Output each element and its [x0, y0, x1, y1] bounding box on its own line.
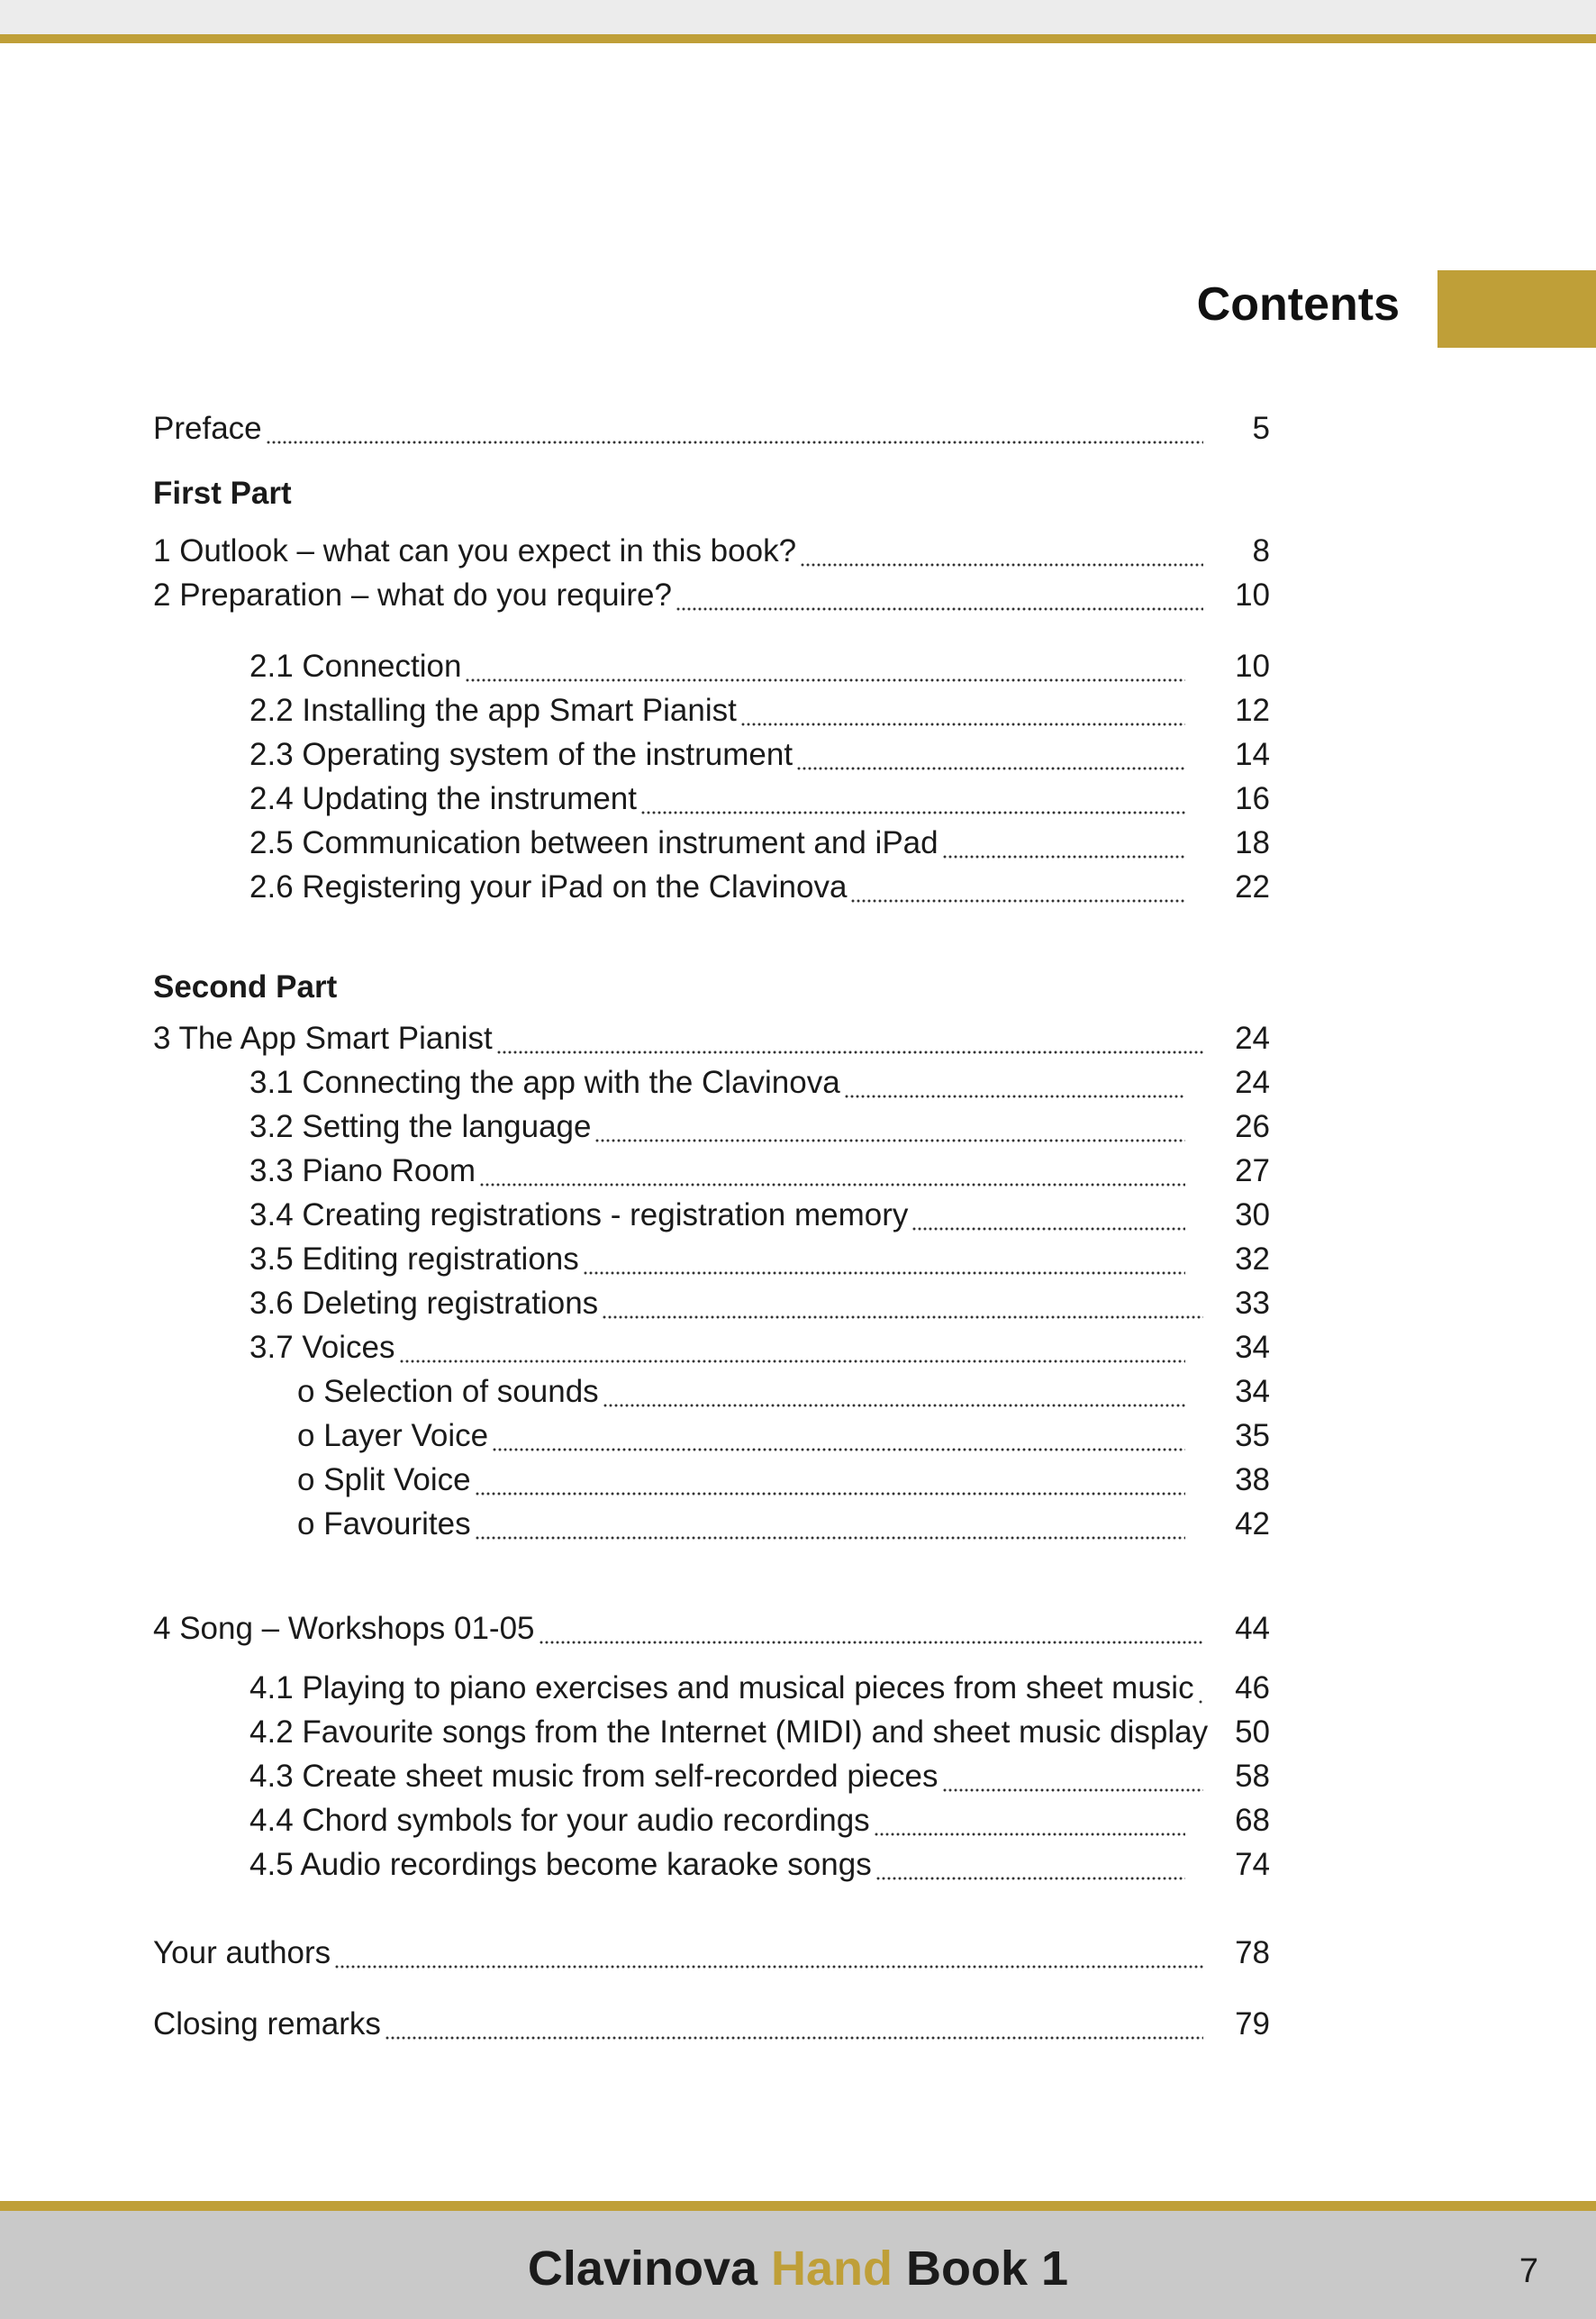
toc-entry-page: 5	[1252, 411, 1270, 446]
toc-entry	[153, 1058, 1270, 1103]
toc-entry-label: o Layer Voice	[297, 1418, 489, 1453]
toc-entry-label: 4 Song – Workshops 01-05	[153, 1611, 535, 1646]
dot-leader	[942, 1757, 1204, 1796]
toc-entry-page: 8	[1252, 533, 1270, 568]
toc-entry-label: 3.1 Connecting the app with the Clavinova	[249, 1065, 840, 1100]
dot-leader	[266, 409, 1203, 449]
toc-entry-page: 46	[1235, 1670, 1270, 1705]
toc-entry-label: 2 Preparation – what do you require?	[153, 577, 672, 613]
toc-entry-page: 35	[1235, 1418, 1270, 1453]
toc-entry-page: 27	[1235, 1153, 1270, 1188]
dot-leader	[875, 1845, 1185, 1885]
toc-entry	[153, 818, 1270, 863]
toc-entry-page: 78	[1235, 1935, 1270, 1970]
dot-leader	[844, 1063, 1185, 1103]
dot-leader	[740, 691, 1185, 731]
dot-leader	[594, 1107, 1185, 1147]
toc-entry-page: 10	[1235, 649, 1270, 684]
toc-entry-label: o Favourites	[297, 1506, 471, 1541]
toc-entry-label: 3.6 Deleting registrations	[249, 1286, 599, 1321]
toc-entry	[153, 1102, 1270, 1147]
toc-entry-page: 68	[1235, 1803, 1270, 1838]
toc-entry-label: 2.1 Connection	[249, 649, 462, 684]
toc-entry	[153, 526, 1270, 571]
toc-entry-label: 2.3 Operating system of the instrument	[249, 737, 793, 772]
toc-entry-page: 18	[1235, 825, 1270, 860]
toc-entry-label: 3.5 Editing registrations	[249, 1241, 579, 1277]
toc-entry-page: 30	[1235, 1197, 1270, 1232]
toc-entry	[153, 1367, 1270, 1412]
toc-entry-label: 4.1 Playing to piano exercises and musical pieces from sheet music	[249, 1670, 1194, 1705]
toc-entry	[153, 570, 1270, 615]
toc-entry-page: 22	[1235, 869, 1270, 905]
toc-entry-page: 26	[1235, 1109, 1270, 1144]
toc-entry-page: 50	[1235, 1714, 1270, 1750]
page-footer	[0, 2211, 1596, 2319]
toc-entry-label: 3.3 Piano Room	[249, 1153, 476, 1188]
title-gold-tab	[1437, 270, 1596, 348]
dot-leader	[874, 1801, 1185, 1841]
page-title: Contents	[1196, 278, 1400, 331]
toc-entry-label: 3.7 Voices	[249, 1330, 395, 1365]
toc-entry	[153, 730, 1270, 775]
toc-entry-label: Preface	[153, 411, 262, 446]
toc-entry-page: 79	[1235, 2006, 1270, 2042]
toc-entry-label: 2.6 Registering your iPad on the Clavinova	[249, 869, 848, 905]
toc-entry	[153, 1663, 1270, 1708]
toc-entry-label: 1 Outlook – what can you expect in this book?	[153, 533, 797, 568]
dot-leader	[1198, 1669, 1203, 1708]
toc-entry-label: 2.4 Updating the instrument	[249, 781, 637, 816]
toc-entry-preface	[153, 404, 1270, 449]
toc-entry-page: 10	[1235, 577, 1270, 613]
dot-leader	[800, 532, 1203, 571]
dot-leader	[640, 779, 1185, 819]
toc-entry-label: o Selection of sounds	[297, 1374, 599, 1409]
dot-leader	[479, 1151, 1185, 1191]
dot-leader	[492, 1416, 1185, 1456]
toc-entry-page: 44	[1235, 1611, 1270, 1646]
dot-leader	[850, 868, 1185, 907]
toc-entry-label: Your authors	[153, 1935, 331, 1970]
footer-brand	[0, 2242, 1596, 2296]
dot-leader	[602, 1284, 1203, 1323]
brand-word-clavinova: Clavinova	[527, 2242, 758, 2296]
toc-entry	[153, 1190, 1270, 1235]
toc-entry-label: 3.2 Setting the language	[249, 1109, 592, 1144]
toc-entry	[153, 1751, 1270, 1796]
toc-entry-authors	[153, 1928, 1270, 1973]
toc-entry	[153, 1278, 1270, 1323]
toc-entry	[153, 686, 1270, 731]
toc-entry-label: 4.4 Chord symbols for your audio recordings	[249, 1803, 870, 1838]
toc-entry-page: 16	[1235, 781, 1270, 816]
toc-entry-label: o Split Voice	[297, 1462, 471, 1497]
toc-entry-page: 33	[1235, 1286, 1270, 1321]
dot-leader	[911, 1196, 1185, 1235]
toc-entry-page: 24	[1235, 1021, 1270, 1056]
part-heading-first: First Part	[153, 476, 292, 511]
toc-entry	[153, 1707, 1270, 1752]
toc-entry-label: 3 The App Smart Pianist	[153, 1021, 493, 1056]
toc-entry-label: 4.2 Favourite songs from the Internet (MIDI) and sheet music display	[249, 1714, 1209, 1750]
toc-entry-page: 14	[1235, 737, 1270, 772]
dot-leader	[796, 735, 1185, 775]
dot-leader	[496, 1019, 1203, 1059]
dot-leader	[465, 647, 1185, 687]
toc-entry	[153, 1604, 1270, 1649]
dot-leader	[475, 1505, 1185, 1544]
toc-entry	[153, 1411, 1270, 1456]
toc-entry	[153, 1840, 1270, 1885]
dot-leader	[603, 1372, 1185, 1412]
toc-entry	[153, 1323, 1270, 1368]
toc-entry	[153, 1499, 1270, 1544]
toc-entry-page: 42	[1235, 1506, 1270, 1541]
toc-entry	[153, 862, 1270, 907]
toc-entry	[153, 774, 1270, 819]
top-gold-rule	[0, 34, 1596, 43]
toc-entry-page: 32	[1235, 1241, 1270, 1277]
toc-entry	[153, 1014, 1270, 1059]
toc-entry-page: 34	[1235, 1374, 1270, 1409]
toc-entry-page: 24	[1235, 1065, 1270, 1100]
dot-leader	[942, 823, 1185, 863]
toc-entry-page: 38	[1235, 1462, 1270, 1497]
brand-word-book: Book 1	[906, 2242, 1069, 2296]
dot-leader	[385, 2005, 1203, 2044]
dot-leader	[539, 1609, 1203, 1649]
toc-entry-label: 2.2 Installing the app Smart Pianist	[249, 693, 737, 728]
brand-word-hand: Hand	[771, 2242, 893, 2296]
toc-entry	[153, 1796, 1270, 1841]
toc-entry-page: 74	[1235, 1847, 1270, 1882]
toc-entry	[153, 1146, 1270, 1191]
dot-leader	[399, 1328, 1186, 1368]
part-heading-second: Second Part	[153, 969, 338, 1005]
toc-entry-label: 4.5 Audio recordings become karaoke songs	[249, 1847, 872, 1882]
toc-entry-closing	[153, 1999, 1270, 2044]
toc-entry-page: 34	[1235, 1330, 1270, 1365]
dot-leader	[334, 1933, 1203, 1973]
dot-leader	[676, 576, 1203, 615]
toc-entry-label: Closing remarks	[153, 2006, 381, 2042]
footer-gold-rule	[0, 2201, 1596, 2211]
toc-entry-label: 3.4 Creating registrations - registration memory	[249, 1197, 909, 1232]
toc-entry	[153, 1234, 1270, 1279]
toc-entry-page: 12	[1235, 693, 1270, 728]
dot-leader	[583, 1240, 1185, 1279]
toc-entry	[153, 641, 1270, 687]
top-margin	[0, 0, 1596, 34]
toc-entry-label: 4.3 Create sheet music from self-recorded pieces	[249, 1759, 939, 1794]
toc-entry-label: 2.5 Communication between instrument and iPad	[249, 825, 939, 860]
dot-leader	[475, 1460, 1185, 1500]
toc-entry-page: 58	[1235, 1759, 1270, 1794]
toc-entry	[153, 1455, 1270, 1500]
page-number: 7	[1519, 2252, 1538, 2290]
